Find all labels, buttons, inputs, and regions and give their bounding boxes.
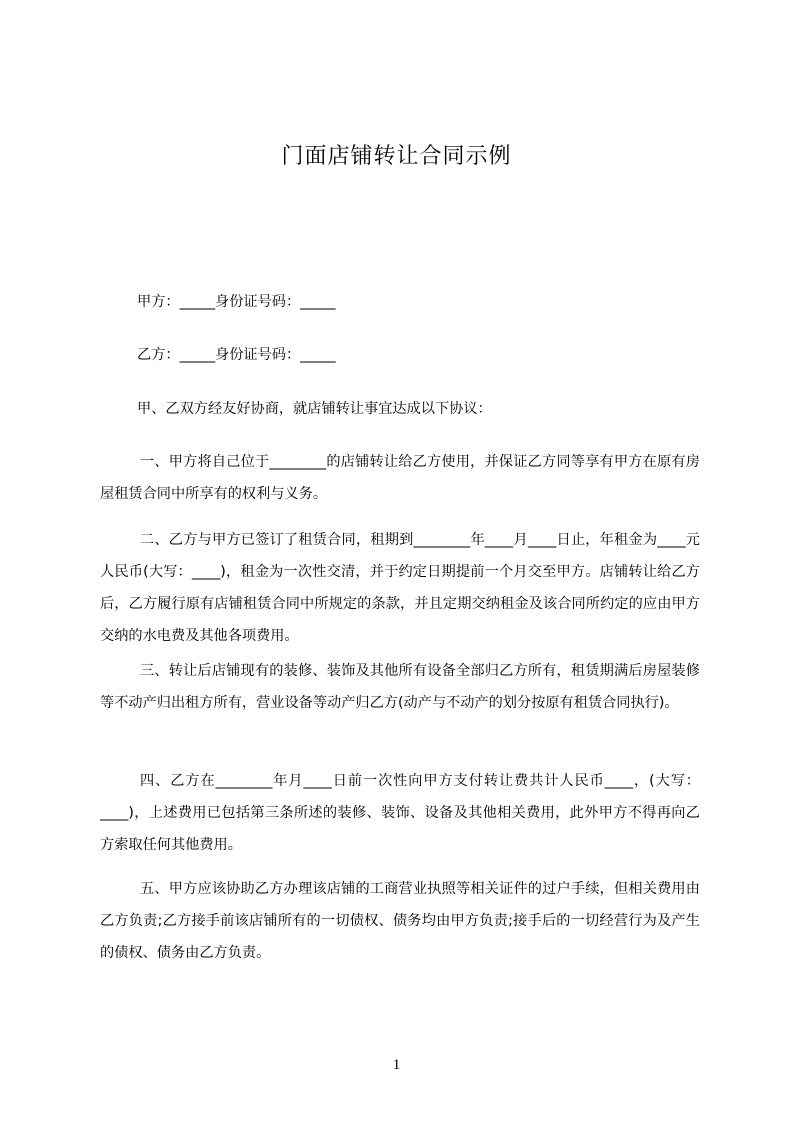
clause-4: 四、乙方在________年月____日前一次性向甲方支付转让费共计人民币____，(大写：____)，上述费用已包括第三条所述的装修、装饰、设备及其他相关费用，此外甲方不得再向乙方索取任何其他费用。 bbox=[100, 773, 700, 853]
party-a-line: 甲方：_____身份证号码：_____ bbox=[137, 294, 336, 310]
document-title: 门面店铺转让合同示例 bbox=[281, 144, 512, 169]
party-b-line: 乙方：_____身份证号码：_____ bbox=[137, 347, 336, 363]
intro-line: 甲、乙双方经友好协商，就店铺转让事宜达成以下协议： bbox=[137, 401, 492, 417]
clause-1: 一、甲方将自己位于________的店铺转让给乙方使用，并保证乙方同等享有甲方在原有房屋租赁合同中所享有的权利与义务。 bbox=[100, 454, 700, 502]
clause-3: 三、转让后店铺现有的装修、装饰及其他所有设备全部归乙方所有，租赁期满后房屋装修等不动产归出租方所有，营业设备等动产归乙方(动产与不动产的划分按原有租赁合同执行)。 bbox=[100, 663, 700, 711]
clause-5: 五、甲方应该协助乙方办理该店铺的工商营业执照等相关证件的过户手续，但相关费用由乙方负责;乙方接手前该店铺所有的一切债权、债务均由甲方负责;接手后的一切经营行为及产生的债权、债务由乙方负责。 bbox=[100, 881, 700, 961]
page-number: 1 bbox=[392, 1057, 401, 1073]
clause-2: 二、乙方与甲方已签订了租赁合同，租期到________年____月____日止，年租金为____元人民币(大写：____)，租金为一次性交清，并于约定日期提前一个月交至甲方。店铺转让给乙方后，乙方履行原有店铺租赁合同中所规定的条款，并且定期交纳租金及该合同所约定的应由甲方交纳的水电费及其他各项费用。 bbox=[100, 532, 700, 644]
